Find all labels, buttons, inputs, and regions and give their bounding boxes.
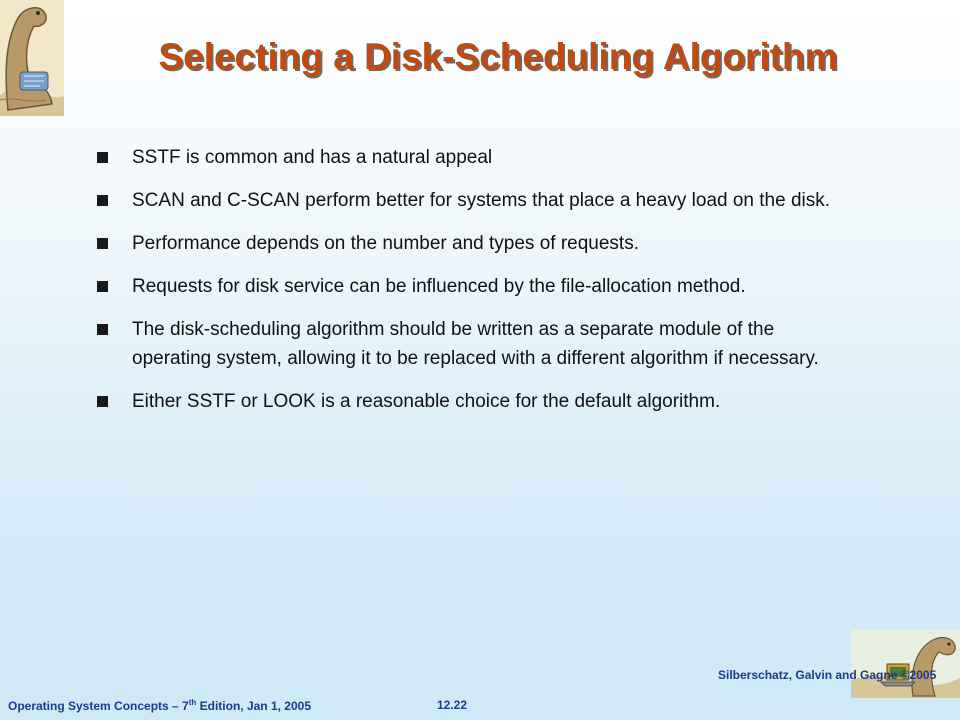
- footer-copyright: Silberschatz, Galvin and Gagne ©2005: [718, 668, 937, 682]
- bullet-square-icon: [97, 238, 108, 249]
- bullet-square-icon: [97, 152, 108, 163]
- bullet-square-icon: [97, 396, 108, 407]
- bullet-item: [97, 387, 832, 416]
- footer-book-title-prefix: Operating System Concepts – 7: [8, 699, 189, 713]
- slide-title: Selecting a Disk-Scheduling Algorithm: [158, 36, 838, 77]
- bullet-square-icon: [97, 281, 108, 292]
- footer-book-title-suffix: Edition, Jan 1, 2005: [196, 699, 312, 713]
- bullet-item: [97, 315, 832, 373]
- dinosaur-reading-icon: [0, 0, 64, 116]
- bullet-item: [97, 272, 832, 301]
- bullet-text: SCAN and C-SCAN perform better for systems that place a heavy load on the disk.: [132, 190, 831, 211]
- footer-page-number: 12.22: [437, 698, 468, 712]
- bullet-text: Requests for disk service can be influenced by the file-allocation method.: [132, 276, 746, 297]
- bullet-item: [97, 186, 832, 215]
- footer-book-title: [8, 698, 311, 713]
- bullet-item: [97, 143, 832, 172]
- bullet-text: SSTF is common and has a natural appeal: [132, 147, 493, 168]
- bullet-square-icon: [97, 324, 108, 335]
- bullet-item: [97, 229, 832, 258]
- bullet-text: The disk-scheduling algorithm should be written as a separate module of the operating system, allowing it to be replaced with a different algorithm if necessary.: [132, 319, 819, 369]
- dinosaur-laptop-icon: [851, 630, 960, 698]
- bullet-text: Performance depends on the number and types of requests.: [132, 233, 639, 254]
- bullet-list: [97, 143, 832, 430]
- bullet-text: Either SSTF or LOOK is a reasonable choice for the default algorithm.: [132, 391, 721, 412]
- footer-book-title-sup: th: [188, 698, 197, 707]
- bullet-square-icon: [97, 195, 108, 206]
